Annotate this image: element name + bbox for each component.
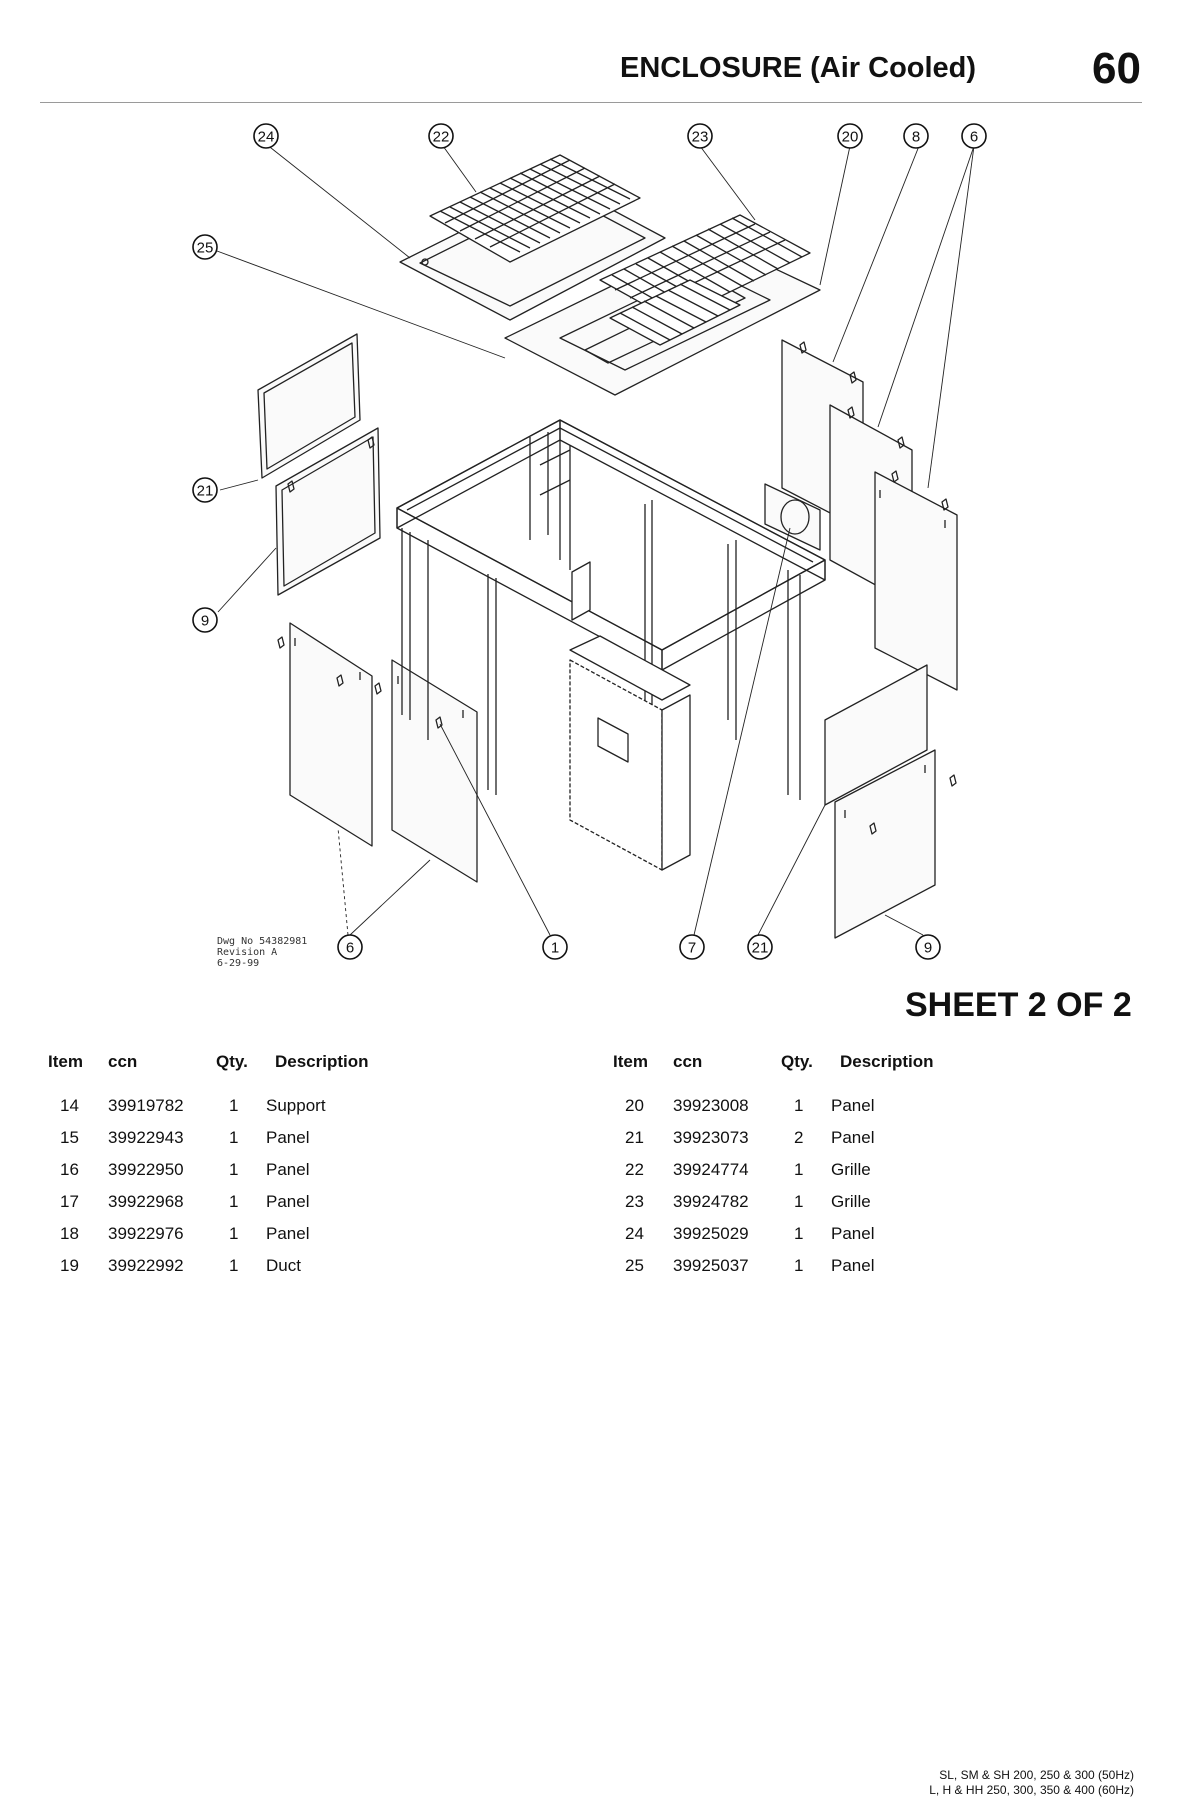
footer-line-60hz: L, H & HH 250, 300, 350 & 400 (60Hz): [929, 1783, 1134, 1797]
callout-number: 21: [196, 482, 214, 500]
callout-number: 1: [550, 939, 560, 957]
callout-number: 22: [432, 128, 450, 146]
cell-qty: 1: [794, 1224, 804, 1243]
cell-ccn: 39924782: [673, 1192, 749, 1211]
cell-item: 24: [625, 1224, 644, 1243]
cell-ccn: 39925037: [673, 1256, 749, 1275]
cell-qty: 1: [229, 1256, 239, 1275]
column-header-qty: Qty.: [781, 1052, 813, 1071]
drawing-number: Dwg No 54382981: [217, 936, 308, 947]
cell-qty: 2: [794, 1128, 804, 1147]
cell-ccn: 39922950: [108, 1160, 184, 1179]
cell-description: Panel: [266, 1160, 310, 1179]
callout-20: [838, 124, 862, 148]
cell-description: Panel: [266, 1192, 310, 1211]
column-header-item: Item: [48, 1052, 83, 1071]
left-panel-lower-1: [278, 623, 381, 846]
footer-line-50hz: SL, SM & SH 200, 250 & 300 (50Hz): [939, 1768, 1134, 1782]
callout-9-left: [193, 608, 217, 632]
drawing-date: 6-29-99: [217, 958, 260, 969]
cell-item: 23: [625, 1192, 644, 1211]
cell-qty: 1: [229, 1192, 239, 1211]
callout-number: 8: [911, 128, 921, 146]
cell-description: Panel: [266, 1224, 310, 1243]
callout-number: 6: [345, 939, 355, 957]
cell-description: Panel: [831, 1256, 875, 1275]
cell-item: 16: [60, 1160, 79, 1179]
callout-number: 6: [969, 128, 979, 146]
cell-description: Support: [266, 1096, 326, 1115]
callout-1: [543, 935, 567, 959]
page-number: 60: [1092, 44, 1141, 93]
drawing-revision: Revision A: [217, 947, 278, 958]
callout-number: 24: [257, 128, 275, 146]
cell-ccn: 39923008: [673, 1096, 749, 1115]
callout-number: 23: [691, 128, 709, 146]
callout-number: 21: [751, 939, 769, 957]
callout-9-bottom: [916, 935, 940, 959]
cell-ccn: 39923073: [673, 1128, 749, 1147]
callout-21-bottom: [748, 935, 772, 959]
column-header-ccn: ccn: [673, 1052, 703, 1071]
callout-number: 9: [200, 612, 210, 630]
cell-ccn: 39922968: [108, 1192, 184, 1211]
drawing-note: [217, 936, 307, 969]
callout-21-left: [193, 478, 217, 502]
cell-description: Panel: [831, 1224, 875, 1243]
cell-ccn: 39925029: [673, 1224, 749, 1243]
footer-models: [929, 1768, 1134, 1798]
cell-item: 17: [60, 1192, 79, 1211]
cell-qty: 1: [794, 1096, 804, 1115]
callout-number: 9: [923, 939, 933, 957]
column-header-description: Description: [275, 1052, 369, 1071]
cell-item: 21: [625, 1128, 644, 1147]
cell-ccn: 39924774: [673, 1160, 749, 1179]
cell-description: Panel: [266, 1128, 310, 1147]
cell-qty: 1: [229, 1160, 239, 1179]
cell-item: 22: [625, 1160, 644, 1179]
cell-item: 15: [60, 1128, 79, 1147]
cell-item: 25: [625, 1256, 644, 1275]
callout-number: 25: [196, 239, 214, 257]
callout-25: [193, 235, 217, 259]
cell-ccn: 39922976: [108, 1224, 184, 1243]
cell-item: 14: [60, 1096, 79, 1115]
cell-description: Grille: [831, 1192, 871, 1211]
cell-qty: 1: [229, 1096, 239, 1115]
cell-qty: 1: [794, 1192, 804, 1211]
callout-22: [429, 124, 453, 148]
cell-item: 20: [625, 1096, 644, 1115]
column-header-description: Description: [840, 1052, 934, 1071]
cell-item: 19: [60, 1256, 79, 1275]
cell-ccn: 39919782: [108, 1096, 184, 1115]
sheet-label: SHEET 2 OF 2: [905, 986, 1132, 1024]
callout-6-top: [962, 124, 986, 148]
duct-box: [570, 636, 690, 870]
cell-qty: 1: [794, 1160, 804, 1179]
column-header-qty: Qty.: [216, 1052, 248, 1071]
cell-description: Grille: [831, 1160, 871, 1179]
column-header-item: Item: [613, 1052, 648, 1071]
callout-8: [904, 124, 928, 148]
cell-qty: 1: [229, 1224, 239, 1243]
header-rule: [40, 102, 1142, 103]
cell-ccn: 39922992: [108, 1256, 184, 1275]
cell-ccn: 39922943: [108, 1128, 184, 1147]
callout-23: [688, 124, 712, 148]
cell-description: Panel: [831, 1096, 875, 1115]
right-panel-6: [875, 471, 957, 690]
cell-item: 18: [60, 1224, 79, 1243]
callout-24: [254, 124, 278, 148]
callout-number: 20: [841, 128, 859, 146]
callout-number: 7: [687, 939, 697, 957]
page-title: ENCLOSURE (Air Cooled): [620, 52, 977, 84]
callout-6-bottom: [338, 935, 362, 959]
callout-7: [680, 935, 704, 959]
cell-qty: 1: [794, 1256, 804, 1275]
cell-description: Panel: [831, 1128, 875, 1147]
cell-qty: 1: [229, 1128, 239, 1147]
cell-description: Duct: [266, 1256, 301, 1275]
column-header-ccn: ccn: [108, 1052, 138, 1071]
exploded-enclosure-drawing: [0, 110, 1178, 990]
